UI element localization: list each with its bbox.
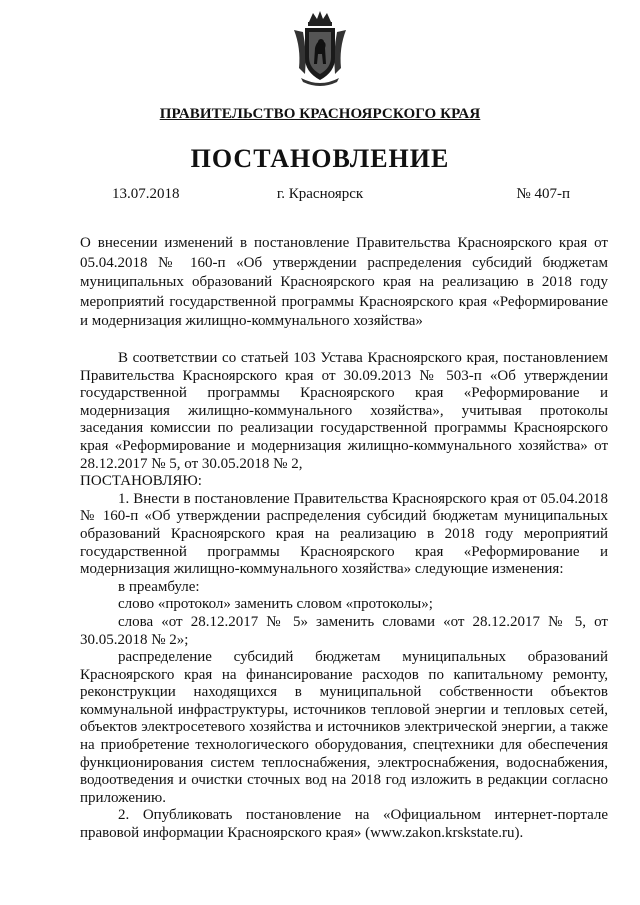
document-number: № 407-п — [516, 186, 570, 202]
document-city: г. Красноярск — [276, 186, 364, 202]
document-subject: О внесении изменений в постановление Правительства Красноярского края от 05.04.2018 № 160-п «Об утверждении распределения субсидий бюджетам муниципальных образований Красноярского края на реализацию в 2018 году мероприятий государственной программы Красноярского края «Реформирование и модернизация жилищно-коммунального хозяйства» — [80, 235, 608, 329]
coat-of-arms-icon — [291, 8, 349, 88]
document-body — [80, 350, 608, 843]
resolve-word: ПОСТАНОВЛЯЮ: — [80, 473, 202, 490]
government-title: ПРАВИТЕЛЬСТВО КРАСНОЯРСКОГО КРАЯ — [159, 106, 481, 122]
item-2-paragraph: 2. Опубликовать постановление на «Официальном интернет-портале правовой информации Красноярского края» (www.zakon.krskstate.ru). — [80, 807, 608, 842]
change-2-line: слова «от 28.12.2017 № 5» заменить словами «от 28.12.2017 № 5, от 30.05.2018 № 2»; — [80, 613, 608, 648]
change-1-line: слово «протокол» заменить словом «протоколы»; — [118, 596, 433, 613]
document-type-title: ПОСТАНОВЛЕНИЕ — [190, 144, 450, 173]
in-preamble-line: в преамбуле: — [118, 578, 200, 595]
distribution-paragraph: распределение субсидий бюджетам муниципальных образований Красноярского края на финансирование расходов по капитальному ремонту, реконструкции находящихся в муниципальной собственности объектов коммунальной инфраструктуры, источников тепловой энергии и тепловых сетей, объектов электросетевого хозяйства и источников электрической энергии, а также на приобретение технологического оборудования, спецтехники для обеспечения функционирования систем теплоснабжения, электроснабжения, водоснабжения, водоотведения и очистки сточных вод на 2018 год изложить в редакции согласно приложению. — [80, 649, 608, 806]
preamble-paragraph: В соответствии со статьей 103 Устава Красноярского края, постановлением Правительства Красноярского края от 30.09.2013 № 503-п «Об утверждении государственной программы Красноярского края «Реформирование и модернизация жилищно-коммунального хозяйства», учитывая протоколы заседания комиссии по реализации государственной программы Красноярского края «Реформирование и модернизация жилищно-коммунального хозяйства» от 28.12.2017 № 5, от 30.05.2018 № 2, — [80, 350, 608, 472]
item-1-paragraph: 1. Внести в постановление Правительства Красноярского края от 05.04.2018 № 160-п «Об утверждении распределения субсидий бюджетам муниципальных образований Красноярского края на реализацию в 2018 году мероприятий государственной программы Красноярского края «Реформирование и модернизация жилищно-коммунального хозяйства» следующие изменения: — [80, 490, 608, 578]
document-date: 13.07.2018 — [112, 186, 180, 202]
